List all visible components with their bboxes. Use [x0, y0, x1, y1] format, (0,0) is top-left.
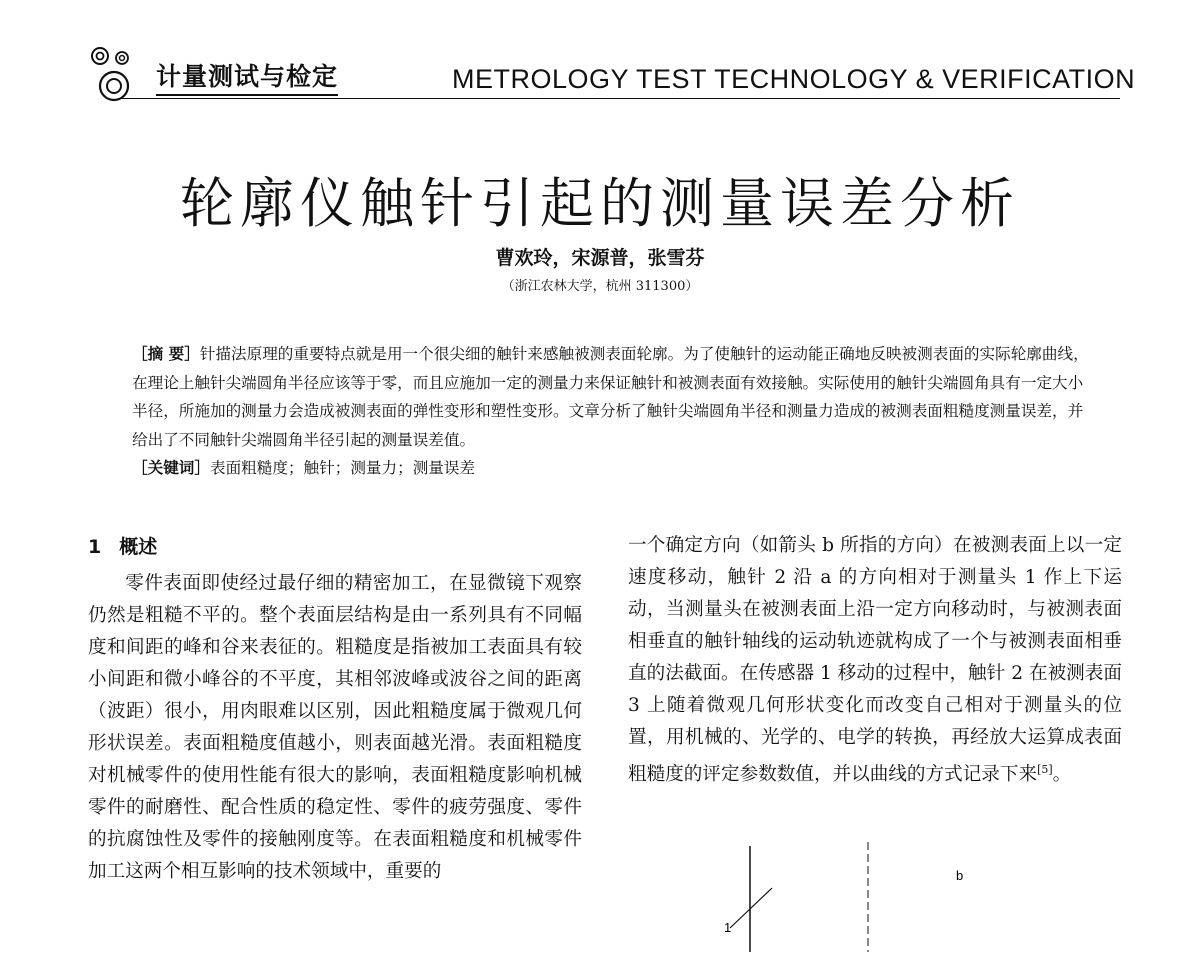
right-paragraph-end: 。	[1052, 764, 1072, 786]
figure-stylus-diagram	[710, 840, 1010, 952]
left-paragraph: 零件表面即使经过最仔细的精密加工，在显微镜下观察仍然是粗糙不平的。整个表面层结构是由一系列具有不同幅度和间距的峰和谷来表征的。粗糙度是指被加工表面具有较小间距和微小峰谷的不平度，其相邻波峰或波谷之间的距离（波距）很小，用肉眼难以区别，因此粗糙度属于微观几何形状误差。表面粗糙度值越小，则表面越光滑。表面粗糙度对机械零件的使用性能有很大的影响，表面粗糙度影响机械零件的耐磨性、配合性质的稳定性、零件的疲劳强度、零件的抗腐蚀性及零件的接触刚度等。在表面粗糙度和机械零件加工这两个相互影响的技术领域中，重要的	[88, 573, 582, 882]
journal-name-en: METROLOGY TEST TECHNOLOGY & VERIFICATION	[452, 64, 1136, 94]
abstract-label: ［摘 要］	[132, 345, 200, 363]
keywords-label: ［关键词］	[132, 459, 210, 477]
article-authors: 曹欢玲，宋源普，张雪芬	[495, 247, 705, 269]
figure-label-b: b	[956, 868, 964, 883]
left-column	[88, 568, 582, 888]
keywords-paragraph	[132, 454, 1092, 483]
stylus-diagram	[710, 840, 1010, 952]
section-title: 概述	[119, 536, 158, 558]
journal-logo	[88, 44, 148, 104]
concentric-circles-icon	[88, 44, 148, 104]
journal-name-cn: 计量测试与检定	[156, 62, 338, 96]
leader-line	[730, 888, 772, 928]
abstract-paragraph	[132, 340, 1092, 454]
header-rule	[118, 98, 1120, 99]
article-title: 轮廓仪触针引起的测量误差分析	[180, 172, 1020, 235]
section-number: 1	[88, 536, 102, 558]
right-paragraph-text: 一个确定方向（如箭头 b 所指的方向）在被测表面上以一定速度移动，触针 2 沿 a 的方向相对于测量头 1 作上下运动，当测量头在被测表面上沿一定方向移动时，与被测表面相垂直的触针轴线的运动轨迹就构成了一个与被测表面相垂直的法截面。在传感器 1 移动的过程中，触针 2 在被测表面 3 上随着微观几何形状变化而改变自己相对于测量头的位置，用机械的、光学的、电学的转换，再经放大运算成表面粗糙度的评定参数数值，并以曲线的方式记录下来	[628, 535, 1122, 786]
figure-label-1: 1	[724, 920, 732, 935]
right-paragraph	[628, 530, 1122, 791]
citation-ref: [5]	[1037, 763, 1053, 776]
right-column	[628, 530, 1122, 791]
keywords-text: 表面粗糙度；触针；测量力；测量误差	[209, 459, 476, 477]
abstract	[132, 340, 1092, 483]
article-affiliation: （浙江农林大学，杭州 311300）	[501, 279, 699, 294]
abstract-text: 针描法原理的重要特点就是用一个很尖细的触针来感触被测表面轮廓。为了使触针的运动能正确地反映被测表面的实际轮廓曲线，在理论上触针尖端圆角半径应该等于零，而且应施加一定的测量力来保证触针和被测表面有效接触。实际使用的触针尖端圆角具有一定大小半径，所施加的测量力会造成被测表面的弹性变形和塑性变形。文章分析了触针尖端圆角半径和测量力造成的被测表面粗糙度测量误差，并给出了不同触针尖端圆角半径引起的测量误差值。	[132, 345, 1089, 449]
section-heading	[88, 534, 157, 560]
